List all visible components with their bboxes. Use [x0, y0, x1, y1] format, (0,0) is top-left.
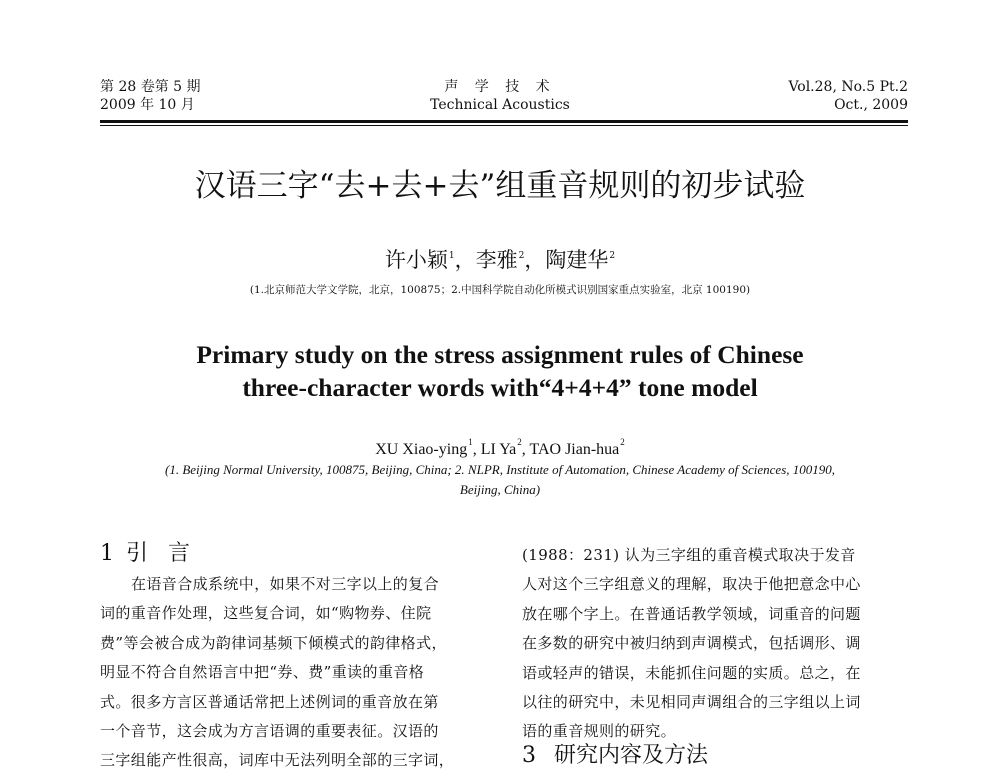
author-en-2-mark: 2	[517, 437, 522, 447]
affiliation-cn: (1.北京师范大学文学院，北京，100875；2.中国科学院自动化所模式识别国家重点实验室，北京 100190)	[249, 284, 751, 296]
body-line: 词的重音作处理，这些复合词，如“购物券、住院	[100, 604, 432, 623]
header-date-en: Oct., 2009	[834, 97, 908, 113]
authors-en: XU Xiao-ying$^1$, LI Ya$^2$, TAO Jian-hua$^2$	[375, 437, 625, 458]
body-line: 放在哪个字上。在普通话教学领域，词重音的问题	[522, 604, 861, 623]
author-cn-1-mark: 1	[448, 251, 455, 261]
body-line: (1988：231) 认为三字组的重音模式取决于发音	[522, 546, 856, 564]
body-line: 在语音合成系统中，如果不对三字以上的复合	[131, 575, 440, 593]
author-cn-2-mark: 2	[518, 251, 525, 261]
author-en-1: XU Xiao-ying	[375, 441, 468, 458]
header-rule-thick	[100, 120, 908, 123]
section-1-heading	[100, 540, 210, 568]
body-line: 语或轻声的错误，未能抓住问题的实质。总之，在	[522, 663, 861, 682]
section-3-number: 3	[522, 743, 536, 768]
author-separator: ，	[454, 248, 476, 272]
author-cn-3-mark: 2	[609, 251, 616, 261]
author-cn-3: 陶建华	[545, 248, 609, 272]
body-line: 明显不符合自然语言中把“券、费”重读的重音格	[100, 663, 425, 682]
header-issue-cn	[100, 78, 201, 114]
author-en-1-mark: 1	[468, 437, 473, 447]
author-separator: ，	[524, 248, 546, 272]
section-1-number: 1	[100, 541, 114, 566]
author-cn-1: 许小颖	[384, 248, 448, 272]
body-line: 人对这个三字组意义的理解，取决于他把意念中心	[522, 575, 861, 594]
body-line: 三字组能产性很高，词库中无法列明全部的三字词，	[100, 751, 455, 770]
header-volume-cn: 第 28 卷第 5 期	[100, 79, 201, 95]
body-line: 语的重音规则的研究。	[522, 722, 677, 741]
body-line: 在多数的研究中被归纳到声调模式，包括调形、调	[522, 634, 861, 653]
author-en-2: LI Ya	[480, 441, 517, 458]
body-line: 费”等会被合成为韵律词基频下倾模式的韵律格式，	[100, 633, 447, 652]
header-date-cn: 2009 年 10 月	[100, 97, 195, 113]
body-column-left	[100, 570, 492, 776]
header-journal-cn: 声 学 技 术	[444, 79, 556, 95]
affiliation-en-line-2: Beijing, China)	[459, 482, 541, 497]
author-en-3-mark: 2	[620, 437, 625, 447]
paper-title-en	[0, 338, 1000, 404]
section-1-title: 引言	[126, 541, 211, 566]
body-line: 式。很多方言区普通话常把上述例词的重音放在第	[100, 692, 439, 711]
header-volume-en: Vol.28, No.5 Pt.2	[788, 79, 908, 95]
header-rule-thin	[100, 125, 908, 126]
header-issue-en	[788, 78, 908, 114]
affiliation-en-line-1: (1. Beijing Normal University, 100875, Beijing, China; 2. NLPR, Institute of Automation, Chinese Academy of Sciences, 100190,	[164, 462, 836, 477]
header-journal	[350, 78, 650, 114]
authors-cn	[0, 242, 1000, 274]
body-line: 一个音节，这会成为方言语调的重要表征。汉语的	[100, 722, 439, 741]
paper-title-en-line-2: three-character words with“4+4+4” tone model	[242, 373, 758, 402]
body-line: 以往的研究中，未见相同声调组合的三字组以上词	[522, 693, 861, 712]
paper-title-en-line-1: Primary study on the stress assignment rules of Chinese	[196, 340, 804, 369]
affiliation-en	[0, 460, 1000, 500]
section-3-heading	[522, 742, 708, 770]
author-en-3: TAO Jian-hua	[529, 441, 620, 458]
section-3-title: 研究内容及方法	[554, 743, 709, 768]
body-column-right	[522, 541, 914, 747]
author-cn-2: 李雅	[475, 248, 518, 272]
header-journal-en: Technical Acoustics	[430, 97, 570, 113]
paper-title-cn: 汉语三字“去+去+去”组重音规则的初步试验	[194, 168, 806, 204]
